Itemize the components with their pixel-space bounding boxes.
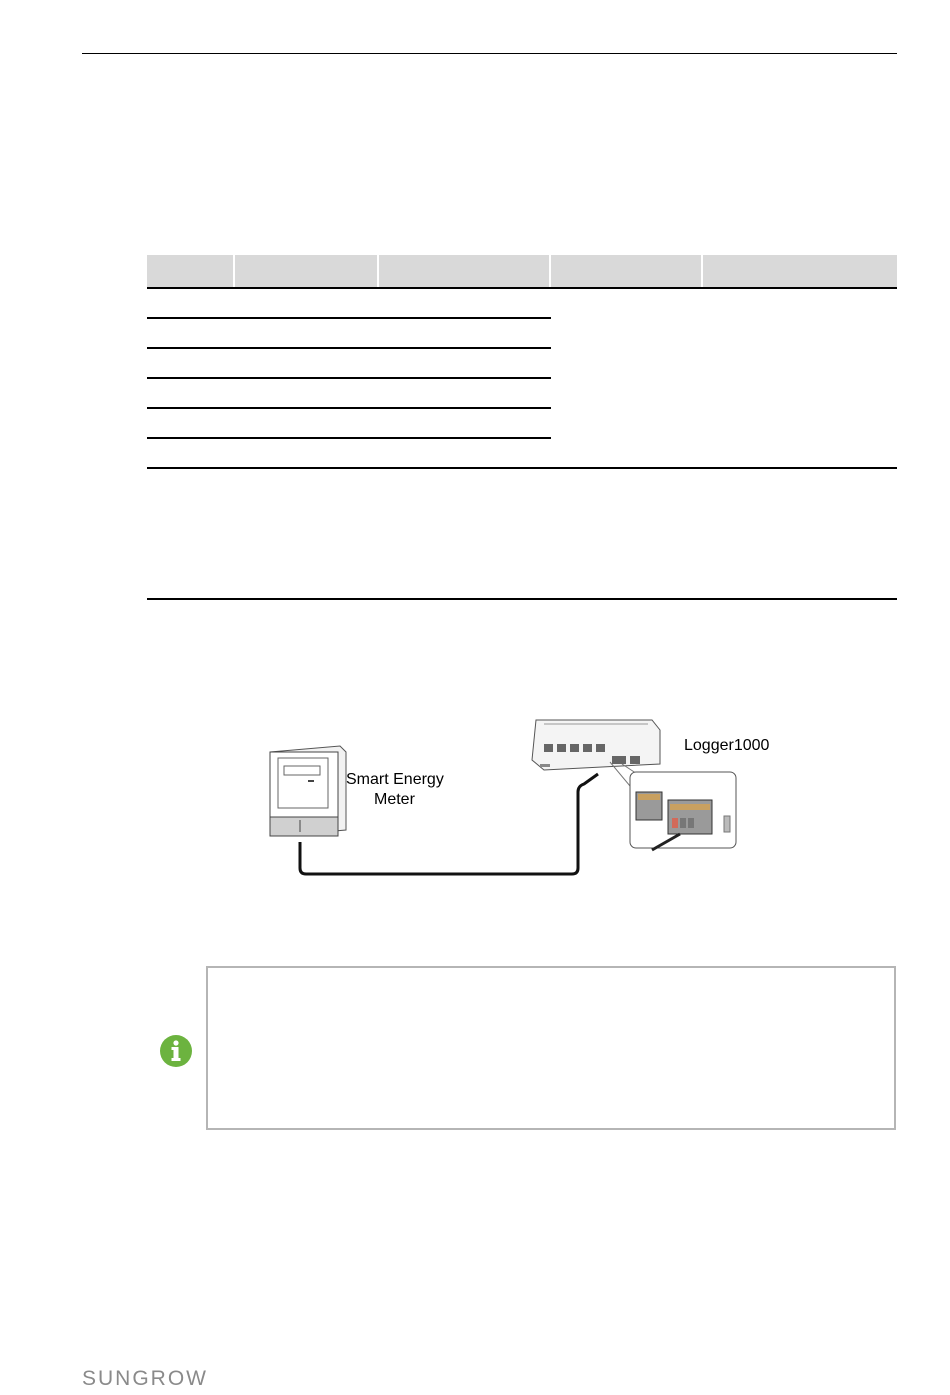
sungrow-logo: SUNGROW bbox=[82, 1367, 208, 1390]
table-rule-header-bottom bbox=[147, 287, 897, 289]
header-rule bbox=[82, 53, 897, 54]
smart-meter-label: Smart Energy bbox=[346, 771, 444, 788]
table-header-cell bbox=[379, 255, 551, 287]
table-row-rule bbox=[147, 467, 897, 469]
wiring-diagram bbox=[260, 712, 780, 892]
table-header bbox=[147, 255, 897, 287]
info-icon bbox=[159, 1034, 193, 1068]
table-row-rule bbox=[147, 437, 551, 439]
table-row-rule bbox=[147, 347, 551, 349]
smart-meter-illustration bbox=[270, 746, 346, 836]
table-row-rule bbox=[147, 317, 551, 319]
table-header-cell bbox=[147, 255, 235, 287]
note-box bbox=[206, 966, 896, 1130]
table-row-rule bbox=[147, 407, 551, 409]
table-row-rule bbox=[147, 377, 551, 379]
table-header-cell bbox=[551, 255, 703, 287]
table-bottom-rule bbox=[147, 598, 897, 600]
logger-label: Logger1000 bbox=[684, 737, 770, 754]
smart-meter-label-line2: Meter bbox=[374, 791, 415, 808]
table-header-cell bbox=[235, 255, 379, 287]
